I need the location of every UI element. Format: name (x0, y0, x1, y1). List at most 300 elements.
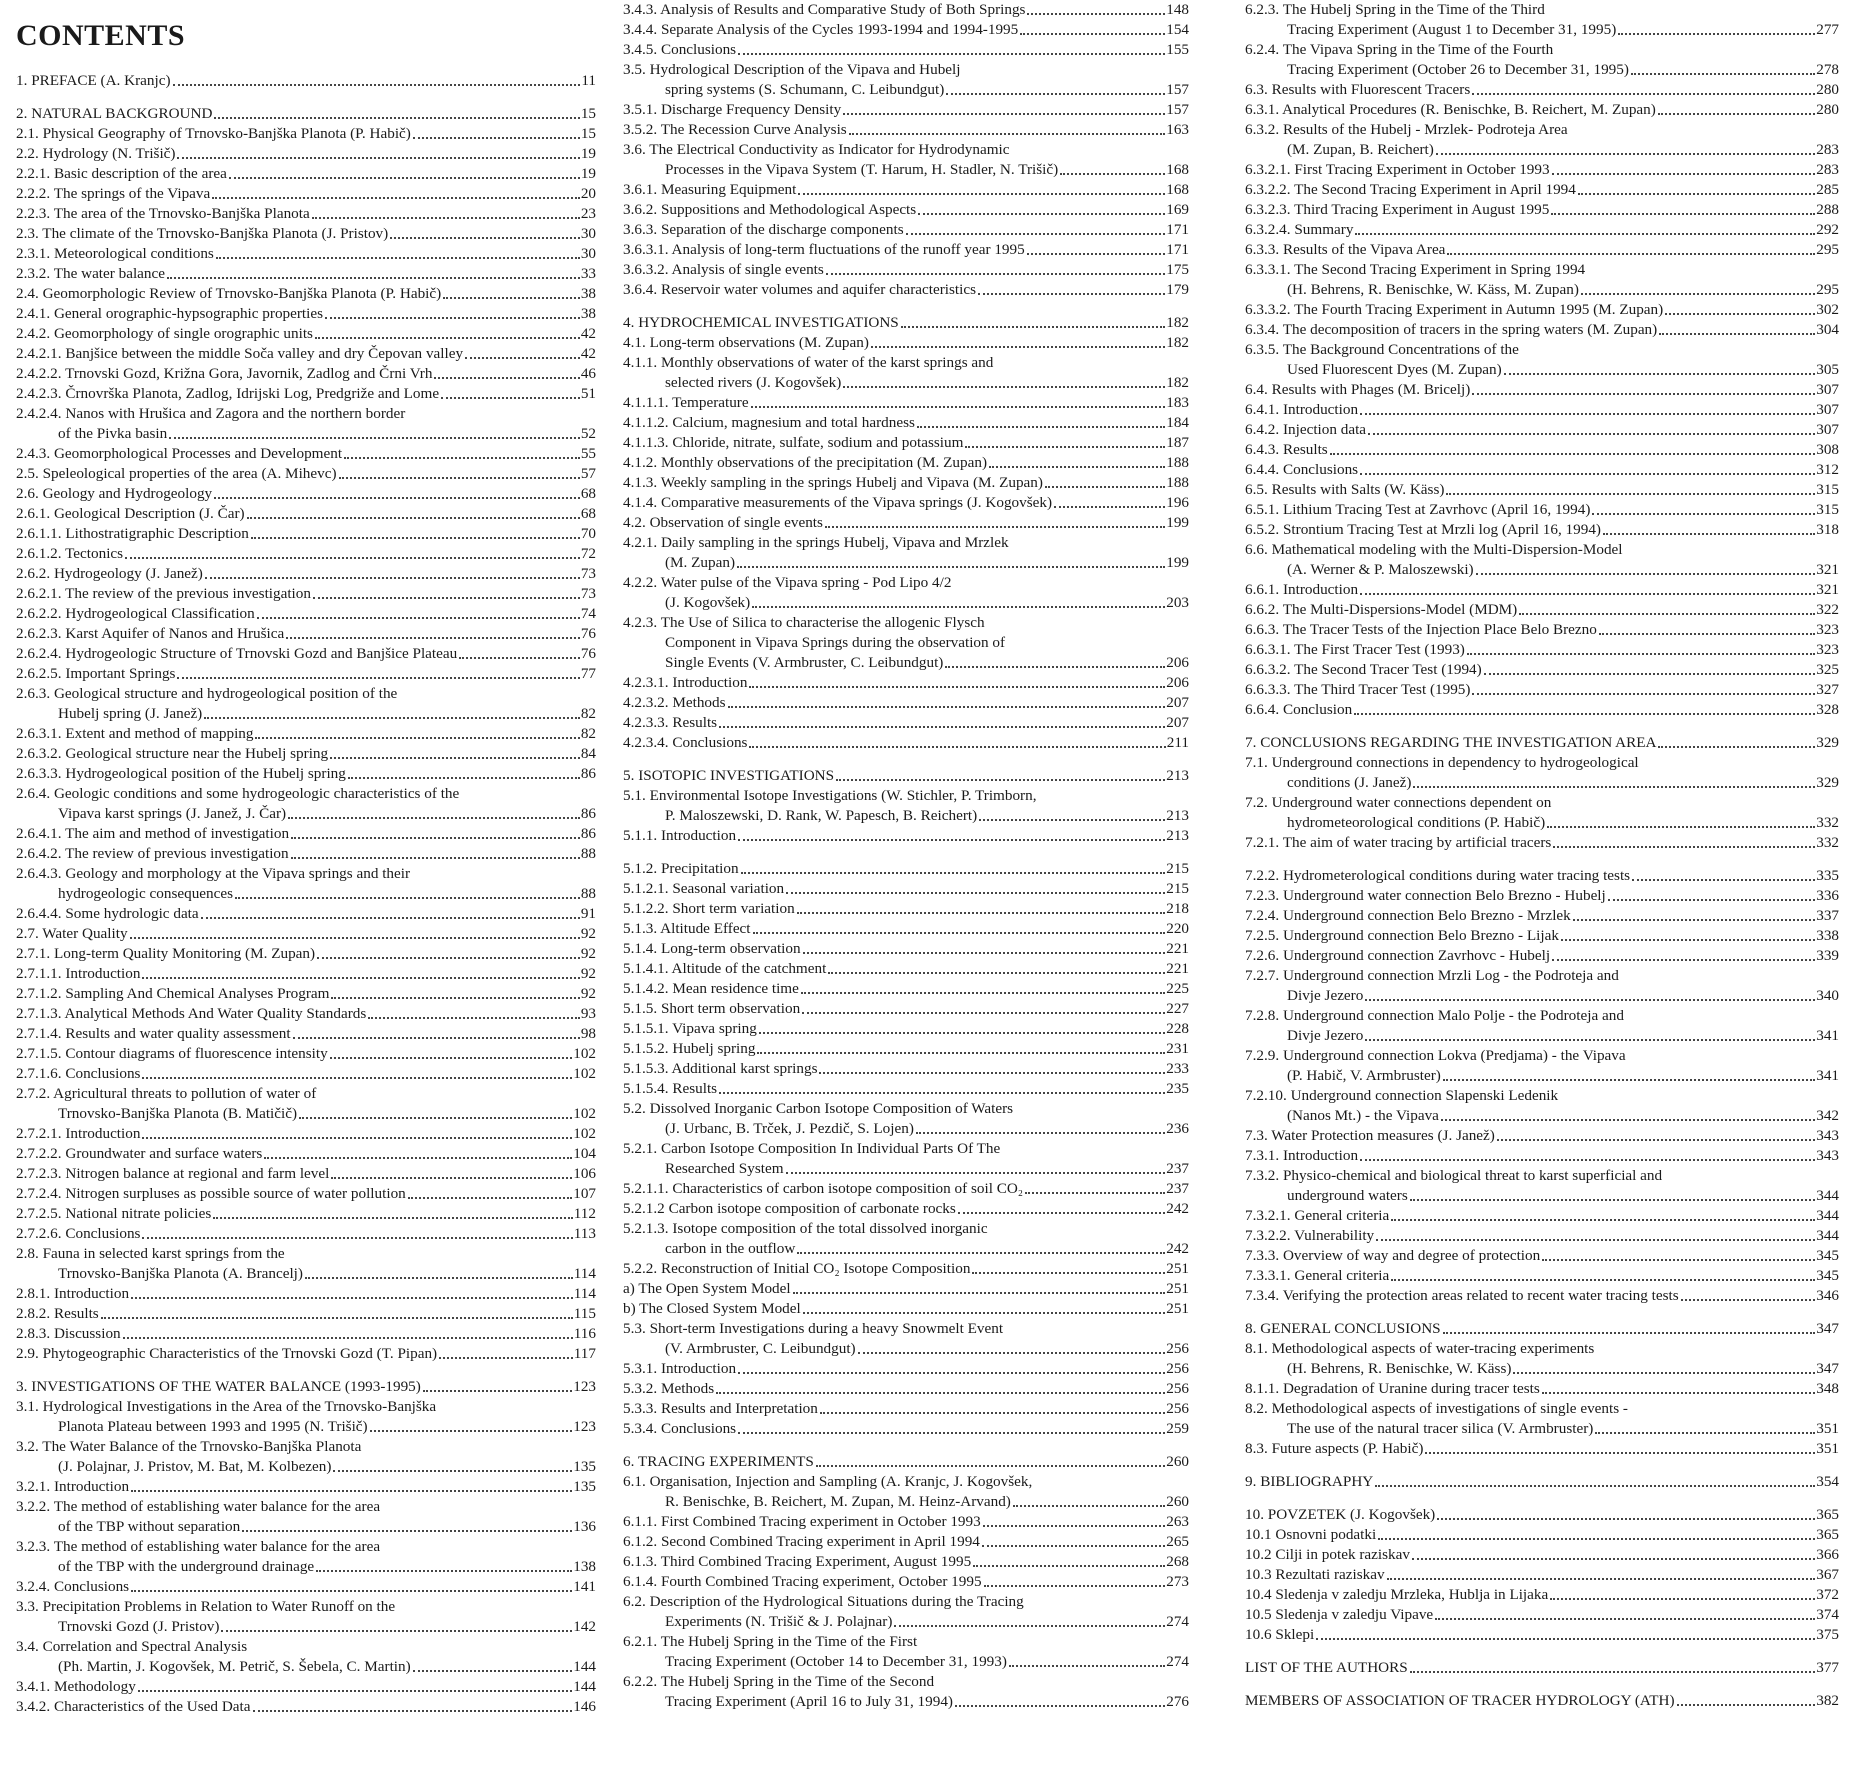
toc-entry[interactable] (1245, 180, 1839, 200)
toc-entry[interactable] (16, 564, 596, 584)
toc-entry-page: 251 (1166, 1280, 1189, 1297)
toc-entry-page: 88 (580, 845, 596, 862)
toc-entry-page: 171 (1166, 241, 1189, 258)
toc-entry-page: 345 (1816, 1267, 1839, 1284)
toc-entry[interactable] (623, 899, 1189, 919)
toc-entry[interactable] (1245, 1166, 1839, 1206)
toc-entry[interactable] (623, 493, 1189, 513)
section-spacer (1245, 1459, 1839, 1472)
toc-entry-title: 6.4. Results with Phages (M. Bricelj) (1245, 381, 1471, 398)
toc-entry-title-continued: Trnovsko-Banjška Planota (A. Brancelj) (58, 1265, 303, 1282)
dot-leader (1603, 533, 1815, 535)
toc-entry[interactable] (623, 919, 1189, 939)
toc-entry[interactable] (1245, 620, 1839, 640)
toc-entry[interactable] (623, 1199, 1189, 1219)
toc-entry[interactable] (16, 364, 596, 384)
toc-entry[interactable] (16, 1324, 596, 1344)
toc-entry[interactable] (16, 144, 596, 164)
toc-entry[interactable] (16, 1437, 596, 1477)
toc-entry[interactable] (623, 0, 1189, 20)
toc-entry[interactable] (1245, 906, 1839, 926)
section-spacer (1245, 1492, 1839, 1505)
toc-entry-title: 2.9. Phytogeographic Characteristics of the Trnovski Gozd (T. Pipan) (16, 1345, 438, 1362)
toc-entry[interactable] (623, 959, 1189, 979)
toc-entry[interactable] (623, 313, 1189, 333)
toc-entry[interactable] (623, 393, 1189, 413)
toc-entry[interactable] (16, 284, 596, 304)
toc-entry[interactable] (16, 124, 596, 144)
section-spacer (1245, 853, 1839, 866)
toc-entry[interactable] (16, 1537, 596, 1577)
toc-entry[interactable] (16, 1377, 596, 1397)
toc-entry[interactable] (16, 504, 596, 524)
toc-entry[interactable] (16, 1637, 596, 1677)
toc-entry-title-continued: of the TBP with the underground drainage (58, 1558, 315, 1575)
toc-entry[interactable] (16, 1164, 596, 1184)
toc-entry[interactable] (16, 1477, 596, 1497)
toc-entry[interactable] (623, 826, 1189, 846)
toc-entry[interactable] (1245, 380, 1839, 400)
toc-entry[interactable] (16, 824, 596, 844)
toc-entry[interactable] (1245, 793, 1839, 833)
toc-entry[interactable] (1245, 660, 1839, 680)
toc-entry[interactable] (1245, 1505, 1839, 1525)
toc-entry[interactable] (1245, 926, 1839, 946)
toc-entry[interactable] (1245, 320, 1839, 340)
toc-entry[interactable] (16, 1204, 596, 1224)
toc-entry-page: 365 (1816, 1506, 1839, 1523)
toc-entry[interactable] (16, 764, 596, 784)
page-title: CONTENTS (16, 19, 186, 52)
toc-entry[interactable] (1245, 500, 1839, 520)
toc-entry[interactable] (1245, 100, 1839, 120)
toc-entry[interactable] (1245, 600, 1839, 620)
section-spacer (1245, 1678, 1839, 1691)
toc-entry[interactable] (623, 859, 1189, 879)
dot-leader (871, 346, 1165, 348)
toc-entry[interactable] (1245, 1545, 1839, 1565)
dot-leader (1437, 1518, 1815, 1520)
toc-entry[interactable] (16, 204, 596, 224)
toc-entry[interactable] (623, 1299, 1189, 1319)
toc-entry[interactable] (16, 644, 596, 664)
toc-entry[interactable] (1245, 1126, 1839, 1146)
toc-entry-title: 5.1.4. Long-term observation (623, 940, 801, 957)
toc-entry-title: 6.3.2.1. First Tracing Experiment in October 1993 (1245, 161, 1550, 178)
toc-entry[interactable] (1245, 340, 1839, 380)
toc-entry[interactable] (16, 164, 596, 184)
toc-entry[interactable] (16, 404, 596, 444)
toc-entry[interactable] (623, 220, 1189, 240)
toc-entry-title: 6.5. Results with Salts (W. Käss) (1245, 481, 1445, 498)
toc-entry[interactable] (1245, 520, 1839, 540)
toc-entry-page: 340 (1816, 987, 1839, 1004)
dot-leader (408, 1197, 572, 1199)
toc-entry-title: 2.7.1.4. Results and water quality assessment (16, 1025, 291, 1042)
toc-entry[interactable] (16, 664, 596, 684)
toc-entry[interactable] (1245, 1472, 1839, 1492)
toc-entry[interactable] (1245, 420, 1839, 440)
toc-entry[interactable] (623, 260, 1189, 280)
toc-entry[interactable] (623, 693, 1189, 713)
dot-leader (749, 686, 1165, 688)
toc-entry[interactable] (1245, 966, 1839, 1006)
toc-entry[interactable] (16, 1577, 596, 1597)
toc-entry[interactable] (623, 353, 1189, 393)
toc-entry-page: 46 (580, 365, 596, 382)
toc-entry[interactable] (16, 244, 596, 264)
toc-entry[interactable] (16, 1304, 596, 1324)
toc-entry[interactable] (623, 513, 1189, 533)
toc-entry[interactable] (623, 733, 1189, 753)
toc-entry-page: 377 (1816, 1659, 1839, 1676)
toc-entry[interactable] (1245, 1146, 1839, 1166)
toc-entry[interactable] (16, 1697, 596, 1717)
dot-leader (1354, 713, 1815, 715)
toc-entry[interactable] (1245, 753, 1839, 793)
toc-entry[interactable] (16, 604, 596, 624)
toc-entry[interactable] (623, 180, 1189, 200)
toc-entry-title: 2.2. Hydrology (N. Trišič) (16, 145, 176, 162)
toc-entry-page: 72 (580, 545, 596, 562)
toc-entry[interactable] (16, 264, 596, 284)
toc-entry-page: 322 (1816, 601, 1839, 618)
toc-entry[interactable] (1245, 480, 1839, 500)
toc-entry[interactable] (16, 1044, 596, 1064)
toc-entry[interactable] (1245, 833, 1839, 853)
toc-entry[interactable] (16, 1497, 596, 1537)
toc-entry-title: 7.3.2.2. Vulnerability (1245, 1227, 1375, 1244)
toc-entry-title: 6.3.2.4. Summary (1245, 221, 1354, 238)
toc-entry[interactable] (623, 573, 1189, 613)
toc-entry[interactable] (623, 786, 1189, 826)
toc-entry[interactable] (16, 71, 596, 91)
toc-entry[interactable] (16, 1024, 596, 1044)
toc-entry[interactable] (1245, 1585, 1839, 1605)
toc-entry[interactable] (1245, 1658, 1839, 1678)
toc-entry[interactable] (1245, 40, 1839, 80)
toc-entry[interactable] (16, 744, 596, 764)
toc-entry[interactable] (16, 684, 596, 724)
toc-entry[interactable] (623, 1359, 1189, 1379)
toc-entry[interactable] (623, 613, 1189, 673)
toc-entry[interactable] (623, 280, 1189, 300)
dot-leader (1592, 513, 1815, 515)
toc-entry[interactable] (16, 584, 596, 604)
toc-entry[interactable] (1245, 1625, 1839, 1645)
toc-entry[interactable] (1245, 0, 1839, 40)
toc-entry[interactable] (623, 1672, 1189, 1712)
toc-entry[interactable] (1245, 220, 1839, 240)
dot-leader (1665, 313, 1815, 315)
toc-entry[interactable] (16, 624, 596, 644)
toc-entry-title: 3.2.3. The method of establishing water balance for the area (16, 1538, 381, 1555)
toc-entry[interactable] (16, 724, 596, 744)
toc-entry-page: 288 (1816, 201, 1839, 218)
toc-entry[interactable] (623, 1319, 1189, 1359)
toc-entry[interactable] (16, 944, 596, 964)
toc-entry[interactable] (623, 60, 1189, 100)
toc-entry-title: 4.1.3. Weekly sampling in the springs Hubelj and Vipava (M. Zupan) (623, 474, 1043, 491)
toc-entry-title: 2.6.3.1. Extent and method of mapping (16, 725, 254, 742)
section-spacer (1245, 1645, 1839, 1658)
dot-leader (1375, 1485, 1815, 1487)
toc-entry-title: 3.4. Correlation and Spectral Analysis (16, 1638, 248, 1655)
toc-entry[interactable] (623, 533, 1189, 573)
toc-entry[interactable] (1245, 1206, 1839, 1226)
toc-entry[interactable] (1245, 1339, 1839, 1379)
toc-entry[interactable] (1245, 120, 1839, 160)
dot-leader (247, 517, 580, 519)
dot-leader (201, 917, 580, 919)
toc-entry-title: 6.3.2.3. Third Tracing Experiment in August 1995 (1245, 201, 1550, 218)
toc-entry[interactable] (1245, 1525, 1839, 1545)
toc-entry[interactable] (1245, 1046, 1839, 1086)
toc-entry[interactable] (1245, 260, 1839, 300)
toc-entry[interactable] (16, 1224, 596, 1244)
toc-entry-page: 259 (1166, 1420, 1189, 1437)
toc-entry[interactable] (623, 1039, 1189, 1059)
toc-entry[interactable] (623, 1019, 1189, 1039)
toc-entry[interactable] (16, 1284, 596, 1304)
toc-entry[interactable] (623, 939, 1189, 959)
toc-entry-page: 106 (573, 1165, 596, 1182)
toc-entry[interactable] (16, 184, 596, 204)
toc-entry-title: 2.4.2.1. Banjšice between the middle Soča valley and dry Čepovan valley (16, 345, 464, 362)
toc-entry[interactable] (623, 1259, 1189, 1279)
dot-leader (793, 1292, 1166, 1294)
dot-leader (1658, 746, 1815, 748)
toc-entry[interactable] (623, 120, 1189, 140)
toc-entry-page: 157 (1166, 81, 1189, 98)
toc-entry[interactable] (16, 1184, 596, 1204)
toc-column-3 (1245, 0, 1839, 1711)
toc-entry[interactable] (1245, 580, 1839, 600)
toc-entry[interactable] (623, 1139, 1189, 1179)
toc-entry[interactable] (16, 844, 596, 864)
toc-entry[interactable] (16, 464, 596, 484)
dot-leader (1472, 693, 1815, 695)
toc-entry-page: 68 (580, 485, 596, 502)
toc-entry[interactable] (1245, 440, 1839, 460)
toc-entry[interactable] (623, 1552, 1189, 1572)
toc-entry[interactable] (1245, 1226, 1839, 1246)
toc-entry-page: 51 (580, 385, 596, 402)
toc-entry[interactable] (623, 879, 1189, 899)
toc-entry[interactable] (623, 40, 1189, 60)
toc-entry[interactable] (1245, 1246, 1839, 1266)
toc-entry-title-continued: P. Maloszewski, D. Rank, W. Papesch, B. Reichert) (665, 807, 978, 824)
toc-entry[interactable] (16, 304, 596, 324)
toc-entry[interactable] (623, 1452, 1189, 1472)
toc-entry[interactable] (1245, 640, 1839, 660)
dot-leader (982, 1545, 1165, 1547)
toc-entry-page: 346 (1816, 1287, 1839, 1304)
toc-entry-page: 280 (1816, 101, 1839, 118)
toc-entry[interactable] (1245, 1379, 1839, 1399)
toc-entry[interactable] (1245, 80, 1839, 100)
dot-leader (348, 777, 580, 779)
toc-entry[interactable] (1245, 1286, 1839, 1306)
toc-entry[interactable] (623, 1419, 1189, 1439)
dot-leader (413, 137, 580, 139)
toc-entry[interactable] (623, 1399, 1189, 1419)
toc-entry[interactable] (623, 1472, 1189, 1512)
toc-entry-title: 5.3.4. Conclusions (623, 1420, 737, 1437)
toc-entry[interactable] (623, 1099, 1189, 1139)
toc-entry-title: 6.4.2. Injection data (1245, 421, 1367, 438)
toc-entry[interactable] (16, 544, 596, 564)
toc-entry[interactable] (1245, 1319, 1839, 1339)
toc-entry[interactable] (623, 1572, 1189, 1592)
toc-entry[interactable] (16, 864, 596, 904)
toc-entry-title: 10. POVZETEK (J. Kogovšek) (1245, 1506, 1436, 1523)
toc-entry[interactable] (1245, 460, 1839, 480)
toc-entry[interactable] (16, 384, 596, 404)
toc-entry-page: 365 (1816, 1526, 1839, 1543)
toc-entry-page: 260 (1166, 1493, 1189, 1510)
toc-entry[interactable] (623, 1379, 1189, 1399)
toc-entry[interactable] (16, 1144, 596, 1164)
toc-entry-title: 3.5. Hydrological Description of the Vipava and Hubelj (623, 61, 961, 78)
toc-entry[interactable] (16, 1344, 596, 1364)
toc-entry[interactable] (623, 200, 1189, 220)
toc-entry-page: 102 (573, 1065, 596, 1082)
dot-leader (1561, 939, 1815, 941)
dot-leader (965, 446, 1165, 448)
toc-entry[interactable] (16, 1397, 596, 1437)
toc-entry[interactable] (1245, 1605, 1839, 1625)
toc-entry[interactable] (16, 904, 596, 924)
toc-entry[interactable] (1245, 1691, 1839, 1711)
toc-entry[interactable] (16, 524, 596, 544)
toc-entry[interactable] (1245, 886, 1839, 906)
toc-entry[interactable] (1245, 540, 1839, 580)
toc-entry-page: 117 (573, 1345, 596, 1362)
toc-entry[interactable] (16, 1084, 596, 1124)
dot-leader (1410, 1199, 1815, 1201)
toc-entry-title: 6.3.2.2. The Second Tracing Experiment in April 1994 (1245, 181, 1576, 198)
toc-entry-title: 5.2.1.3. Isotope composition of the total dissolved inorganic (623, 1220, 988, 1237)
toc-entry[interactable] (623, 673, 1189, 693)
toc-entry[interactable] (623, 766, 1189, 786)
toc-entry[interactable] (1245, 946, 1839, 966)
toc-entry[interactable] (16, 324, 596, 344)
toc-entry-title: 2.7.2.6. Conclusions (16, 1225, 141, 1242)
toc-entry-page: 206 (1166, 674, 1189, 691)
toc-entry[interactable] (623, 20, 1189, 40)
toc-entry[interactable] (623, 1179, 1189, 1199)
toc-entry-page: 138 (573, 1558, 596, 1575)
toc-entry[interactable] (1245, 1266, 1839, 1286)
toc-entry[interactable] (16, 344, 596, 364)
toc-entry[interactable] (1245, 1399, 1839, 1439)
toc-entry-title-continued: Tracing Experiment (October 26 to December 31, 1995) (1287, 61, 1629, 78)
toc-entry[interactable] (16, 1677, 596, 1697)
toc-entry-page: 351 (1816, 1440, 1839, 1457)
toc-entry[interactable] (623, 333, 1189, 353)
toc-entry[interactable] (623, 1219, 1189, 1259)
toc-entry-page: 123 (573, 1378, 596, 1395)
toc-entry-title: 6.2.3. The Hubelj Spring in the Time of the Third (1245, 1, 1545, 18)
toc-entry[interactable] (16, 444, 596, 464)
toc-entry[interactable] (16, 924, 596, 944)
toc-entry[interactable] (16, 784, 596, 824)
toc-entry-title: 2.6.3.2. Geological structure near the Hubelj spring (16, 745, 329, 762)
toc-entry[interactable] (623, 1592, 1189, 1632)
toc-entry[interactable] (623, 413, 1189, 433)
toc-entry[interactable] (623, 979, 1189, 999)
toc-entry[interactable] (623, 1059, 1189, 1079)
toc-entry[interactable] (623, 1079, 1189, 1099)
toc-entry-title: 2.7.2.5. National nitrate policies (16, 1205, 212, 1222)
dot-leader (333, 1470, 572, 1472)
toc-entry[interactable] (623, 1532, 1189, 1552)
toc-entry[interactable] (1245, 700, 1839, 720)
toc-entry[interactable] (16, 984, 596, 1004)
toc-entry[interactable] (623, 240, 1189, 260)
toc-entry[interactable] (1245, 200, 1839, 220)
toc-entry[interactable] (1245, 733, 1839, 753)
dot-leader (264, 1157, 572, 1159)
dot-leader (946, 93, 1165, 95)
toc-entry[interactable] (16, 104, 596, 124)
toc-entry[interactable] (16, 1004, 596, 1024)
toc-entry[interactable] (1245, 866, 1839, 886)
toc-entry[interactable] (623, 1279, 1189, 1299)
toc-entry-title: 3.4.3. Analysis of Results and Comparative Study of Both Springs (623, 1, 1026, 18)
toc-entry[interactable] (1245, 1006, 1839, 1046)
toc-entry[interactable] (16, 1597, 596, 1637)
toc-entry[interactable] (16, 1064, 596, 1084)
toc-entry-title: 2.1. Physical Geography of Trnovsko-Banjška Planota (P. Habič) (16, 125, 411, 142)
toc-entry[interactable] (623, 473, 1189, 493)
toc-entry[interactable] (1245, 160, 1839, 180)
toc-entry-page: 144 (573, 1678, 596, 1695)
toc-entry[interactable] (623, 999, 1189, 1019)
toc-entry[interactable] (1245, 680, 1839, 700)
toc-entry[interactable] (1245, 1439, 1839, 1459)
toc-entry[interactable] (16, 964, 596, 984)
toc-entry-page: 236 (1166, 1120, 1189, 1137)
toc-entry[interactable] (1245, 1086, 1839, 1126)
toc-entry[interactable] (16, 1244, 596, 1284)
toc-entry[interactable] (1245, 300, 1839, 320)
toc-entry[interactable] (16, 484, 596, 504)
toc-entry[interactable] (623, 100, 1189, 120)
toc-entry[interactable] (16, 224, 596, 244)
dot-leader (801, 992, 1165, 994)
toc-entry-page: 148 (1166, 1, 1189, 18)
toc-entry-title: 3.2.1. Introduction (16, 1478, 130, 1495)
toc-entry-page: 318 (1816, 521, 1839, 538)
toc-entry[interactable] (1245, 400, 1839, 420)
section-spacer (623, 1439, 1189, 1452)
toc-entry[interactable] (623, 140, 1189, 180)
toc-entry[interactable] (1245, 1565, 1839, 1585)
toc-entry-title: 2.2.2. The springs of the Vipava (16, 185, 211, 202)
toc-entry[interactable] (623, 453, 1189, 473)
toc-entry-page: 183 (1166, 394, 1189, 411)
toc-entry[interactable] (623, 433, 1189, 453)
toc-entry[interactable] (16, 1124, 596, 1144)
toc-entry-title: 5.3.2. Methods (623, 1380, 715, 1397)
toc-entry[interactable] (1245, 240, 1839, 260)
toc-entry-title: 2.7.2.2. Groundwater and surface waters (16, 1145, 263, 1162)
toc-entry[interactable] (623, 713, 1189, 733)
toc-entry[interactable] (623, 1632, 1189, 1672)
toc-entry[interactable] (623, 1512, 1189, 1532)
